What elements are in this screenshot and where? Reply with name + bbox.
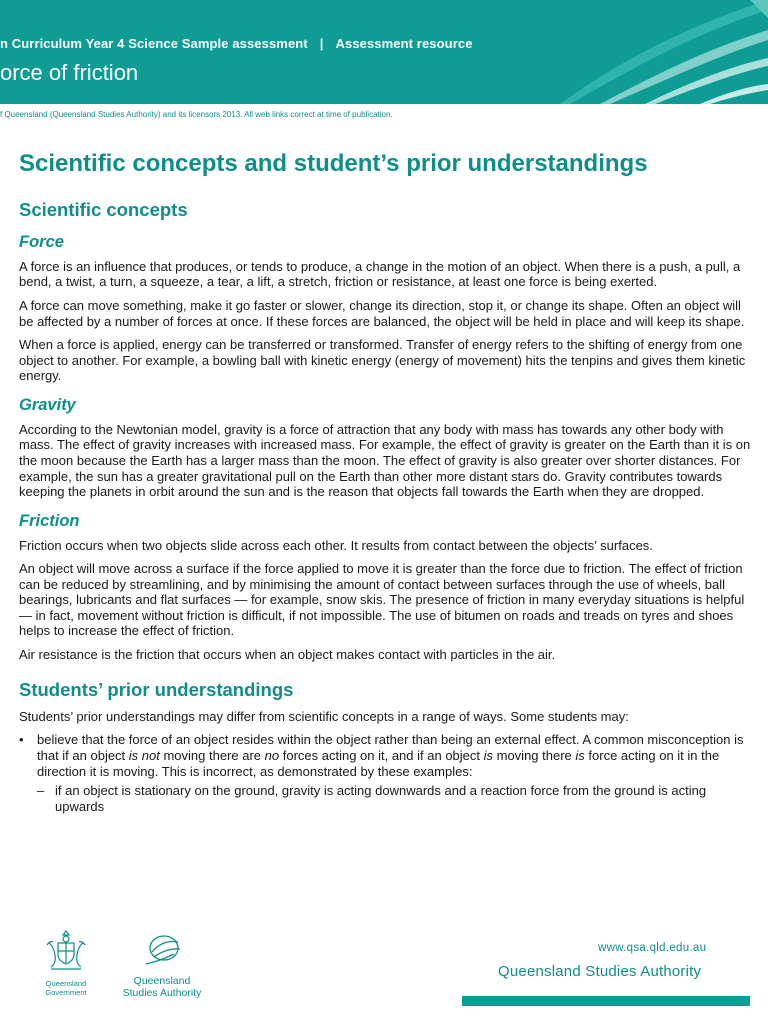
friction-paragraph-1: Friction occurs when two objects slide across each other. It results from contact between the objects’ surfaces.: [19, 537, 653, 553]
list-item: [19, 732, 754, 814]
banner-header-right: Assessment resource: [335, 36, 473, 51]
banner-swoosh-graphic: [560, 0, 768, 104]
friction-paragraph-2: An object will move across a surface if the force applied to move it is greater than the force due to friction. The effect of friction can be reduced by streamlining, and by minimising the amount of contact between surfaces through the use of wheels, ball bearings, lubricants and flat surfaces — for example, snow skis. The presence of friction in many everyday situations is helpful — in fact, movement without friction is difficult, if not impossible. The use of bitumen on roads and treads on tyres and shoes helps to increase the effect of friction.: [19, 561, 745, 639]
footer-website-link[interactable]: www.qsa.qld.edu.au: [598, 942, 707, 954]
document-title: orce of friction: [0, 60, 139, 85]
section-heading-scientific-concepts: Scientific concepts: [19, 198, 188, 220]
qg-logo-line2: Government: [45, 987, 87, 997]
copyright-notice: f Queensland (Queensland Studies Authority) and its licensors 2013. All web links correct at time of publication.: [0, 110, 393, 119]
bullet-emphasis: no: [264, 748, 280, 764]
prior-understandings-intro: Students’ prior understandings may differ from scientific concepts in a range of ways. Some students may:: [19, 708, 629, 724]
bullet-text: believe that the force of an object resides within the object rather than being an external effect. A common misconception is that if an object: [37, 732, 744, 764]
main-content: [19, 150, 754, 818]
bullet-text: moving there: [493, 748, 576, 764]
subheading-gravity: Gravity: [19, 395, 76, 414]
section-heading-prior-understandings: Students’ prior understandings: [19, 678, 294, 700]
banner-header-left: n Curriculum Year 4 Science Sample assessment: [0, 36, 308, 51]
qsa-logo-line1: Queensland: [133, 975, 191, 987]
qsa-logo: [112, 930, 212, 1000]
force-paragraph-1: A force is an influence that produces, or tends to produce, a change in the motion of an object. When there is a push, a pull, a bend, a twist, a turn, a squeeze, a tear, a lift, a stretch, friction or resistance, at least one force is being exerted.: [19, 258, 741, 290]
subheading-force: Force: [19, 232, 64, 251]
bullet-emphasis: is: [575, 748, 585, 764]
subheading-friction: Friction: [19, 511, 80, 530]
bullet-text: moving there are: [159, 748, 265, 764]
banner-separator: |: [319, 36, 324, 51]
force-paragraph-3: When a force is applied, energy can be transferred or transformed. Transfer of energy refers to the shifting of energy from one object to another. For example, a bowling ball with kinetic energy (energy of movement) hits the tenpins and gives them kinetic energy.: [19, 337, 746, 384]
bullet-emphasis: is not: [128, 748, 160, 764]
examples-sublist: [37, 783, 754, 814]
list-item: – if an object is stationary on the ground, gravity is acting downwards and a reaction force from the ground is acting upwards: [37, 783, 754, 814]
queensland-government-logo: [36, 925, 96, 1000]
bullet-text: force acting on it in the direction it is moving. This is incorrect, as demonstrated by these examples:: [37, 748, 720, 779]
gravity-paragraph-1: According to the Newtonian model, gravity is a force of attraction that any body with mass has towards any other body with mass. The effect of gravity increases with increased mass. For example, the effect of gravity is greater on the Earth than it is on the moon because the Earth has a larger mass than the moon. The effect of gravity is also greater over shorter distances. For example, the sun has a greater gravitational pull on the Earth than other more distant stars do. Gravity contributes towards keeping the planets in orbit around the sun and is the reason that objects fall towards the Earth when they are dropped.: [19, 421, 751, 500]
misconceptions-list: [19, 732, 754, 814]
bullet-text: forces acting on it, and if an object: [279, 748, 484, 764]
qsa-logo-line2: Studies Authority: [122, 987, 202, 999]
page-title: Scientific concepts and student’s prior understandings: [19, 150, 648, 177]
force-paragraph-2: A force can move something, make it go faster or slower, change its direction, stop it, or change its shape. Often an object will be affected by a number of forces at once. If these forces are balanced, the object will be held in place and will keep its shape.: [19, 297, 745, 329]
qg-logo-line1: Queensland: [45, 979, 87, 988]
friction-paragraph-3: Air resistance is the friction that occurs when an object makes contact with particles in the air.: [19, 647, 556, 663]
coat-of-arms-icon: [41, 925, 91, 975]
banner-header: [0, 36, 473, 51]
qsa-emblem-icon: [140, 930, 184, 970]
footer-organisation-name: Queensland Studies Authority: [498, 963, 702, 980]
bullet-emphasis: is: [483, 748, 494, 764]
header-banner: [0, 0, 768, 104]
footer-accent-bar: [462, 996, 750, 1006]
